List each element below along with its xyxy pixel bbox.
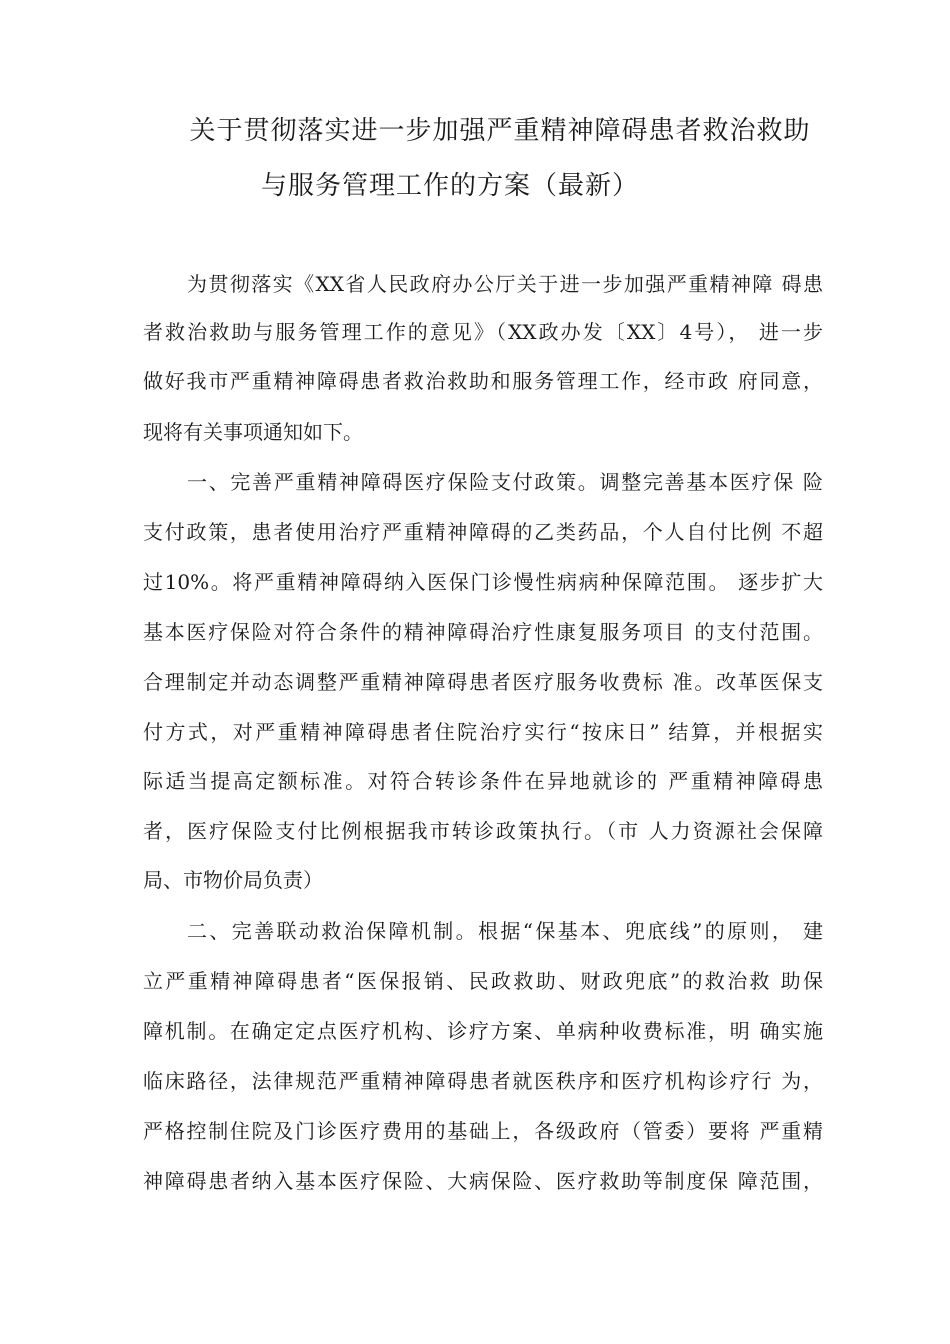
body-line: 支付政策，患者使用治疗严重精神障碍的乙类药品，个人自付比例 不超 [143,520,823,544]
body-line: 局、市物价局负责） [143,868,323,892]
body-line: 神障碍患者纳入基本医疗保险、大病保险、医疗救助等制度保 障范围， [143,1169,823,1193]
body-line: 际适当提高定额标准。对符合转诊条件在异地就诊的 严重精神障碍患 [143,769,823,793]
document-title-line-2: 与服务管理工作的方案（最新） [260,171,639,201]
body-line: 付方式，对严重精神障碍患者住院治疗实行“按床日” 结算，并根据实 [143,720,823,744]
body-line: 者，医疗保险支付比例根据我市转诊政策执行。（市 人力资源社会保障 [143,819,823,843]
body-line: 立严重精神障碍患者“医保报销、民政救助、财政兜底”的救治救 助保 [143,969,823,993]
body-line: 二、完善联动救治保障机制。根据“保基本、兜底线”的原则， 建 [187,919,823,943]
body-line: 基本医疗保险对符合条件的精神障碍治疗性康复服务项目 的支付范围。 [143,620,823,644]
body-line: 一、完善严重精神障碍医疗保险支付政策。调整完善基本医疗保 险 [187,470,823,494]
body-line: 严格控制住院及门诊医疗费用的基础上，各级政府（管委）要将 严重精 [143,1119,823,1143]
body-line: 障机制。在确定定点医疗机构、诊疗方案、单病种收费标准，明 确实施 [143,1019,823,1043]
body-line: 者救治救助与服务管理工作的意见》（XX政办发〔XX〕4号）， 进一步 [143,320,823,344]
body-line: 合理制定并动态调整严重精神障碍患者医疗服务收费标 准。改革医保支 [143,670,823,694]
body-line: 现将有关事项通知如下。 [143,420,363,444]
body-line: 为贯彻落实《XX省人民政府办公厅关于进一步加强严重精神障 碍患 [187,272,823,296]
body-line: 过10%。将严重精神障碍纳入医保门诊慢性病病种保障范围。 逐步扩大 [143,570,823,594]
document-title-line-1: 关于贯彻落实进一步加强严重精神障碍患者救治救助 [189,116,811,146]
body-line: 临床路径，法律规范严重精神障碍患者就医秩序和医疗机构诊疗行 为， [143,1069,823,1093]
body-line: 做好我市严重精神障碍患者救治救助和服务管理工作，经市政 府同意， [143,369,823,393]
